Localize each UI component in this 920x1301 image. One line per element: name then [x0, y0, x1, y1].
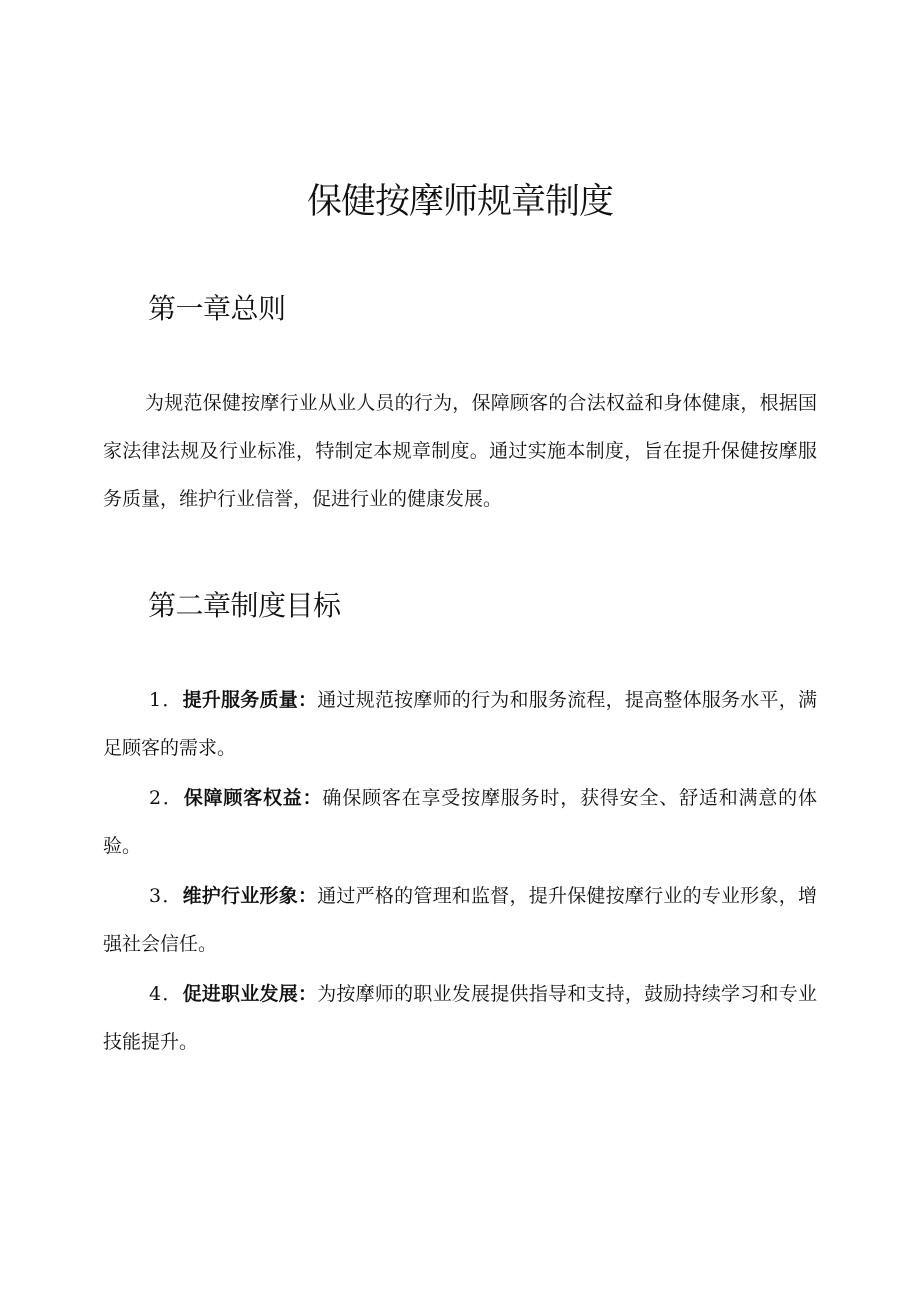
goal-number: 4． — [149, 983, 183, 1005]
goal-text: 通过严格的管理和监督，提升保健按摩行业的专业形象，增强社会信任。 — [103, 885, 817, 955]
goal-text: 为按摩师的职业发展提供指导和支持，鼓励持续学习和专业技能提升。 — [103, 983, 817, 1053]
goal-text: 确保顾客在享受按摩服务时，获得安全、舒适和满意的体验。 — [103, 787, 817, 857]
goal-number: 1． — [149, 689, 183, 711]
goal-item-2 — [103, 774, 817, 870]
goal-number: 3． — [149, 885, 183, 907]
chapter-1-paragraph: 为规范保健按摩行业从业人员的行为，保障顾客的合法权益和身体健康，根据国家法律法规及行业标准，特制定本规章制度。通过实施本制度，旨在提升保健按摩服务质量，维护行业信誉，促进行业的健康发展。 — [103, 392, 817, 510]
goal-text: 通过规范按摩师的行为和服务流程，提高整体服务水平，满足顾客的需求。 — [103, 689, 817, 759]
chapter-2-heading: 第二章制度目标 — [148, 589, 341, 622]
goal-label: 保障顾客权益： — [183, 787, 323, 809]
goal-label: 促进职业发展： — [182, 983, 318, 1005]
goal-label: 维护行业形象： — [182, 885, 318, 907]
goal-item-3 — [103, 872, 817, 968]
goals-list — [103, 676, 817, 1068]
goal-number: 2． — [149, 787, 184, 809]
goal-item-1 — [103, 676, 817, 772]
goal-label: 提升服务质量： — [182, 689, 318, 711]
document-title: 保健按摩师规章制度 — [306, 182, 613, 222]
chapter-1-heading: 第一章总则 — [148, 292, 286, 325]
goal-item-4 — [103, 970, 817, 1066]
